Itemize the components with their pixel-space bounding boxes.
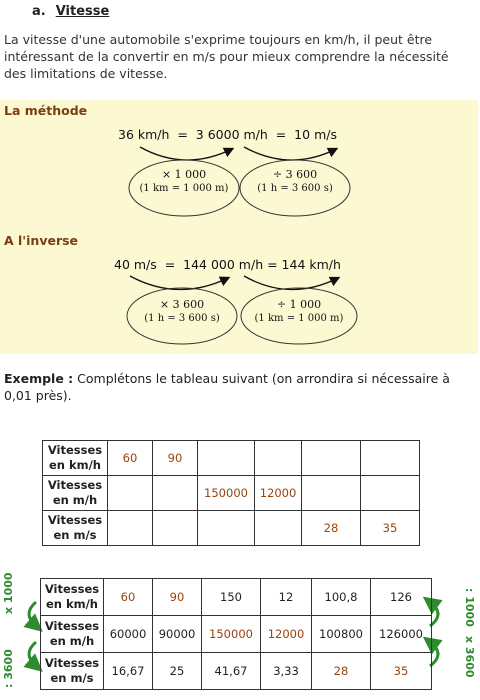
arrow-icon: [244, 276, 338, 290]
table-cell: 35: [371, 653, 432, 690]
left-top-label: x 1000: [2, 572, 15, 614]
table-cell: 60: [108, 441, 153, 476]
table-cell: 90: [153, 441, 198, 476]
exercise-table: [42, 440, 420, 546]
row-header-line: en km/h: [48, 458, 101, 472]
solution-table: [40, 578, 432, 690]
table-cell: [108, 511, 153, 546]
method-formula: 36 km/h = 3 6000 m/h = 10 m/s: [118, 127, 337, 142]
table-cell: 150000: [202, 616, 261, 653]
left-down-arrow-icon: [29, 642, 36, 666]
table-cell: 100800: [312, 616, 371, 653]
step-operation: × 1 000: [161, 168, 207, 181]
row-header-line: Vitesses: [44, 656, 100, 670]
step-operation: ÷ 3 600: [272, 168, 318, 181]
row-header-line: en km/h: [45, 597, 98, 611]
arrow-icon: [140, 147, 232, 160]
method-step1: [129, 168, 239, 194]
step-operation: × 3 600: [159, 298, 205, 311]
row-header: [43, 476, 108, 511]
section-title: Vitesse: [55, 4, 110, 19]
table-cell: [255, 511, 302, 546]
table-cell: 126: [371, 579, 432, 616]
table-cell: 60: [104, 579, 153, 616]
table-cell: 12000: [255, 476, 302, 511]
right-bottom-label: x 3600: [463, 636, 476, 678]
table-cell: 150: [202, 579, 261, 616]
table-cell: [361, 441, 420, 476]
row-header-line: en m/h: [49, 634, 95, 648]
table-cell: [255, 441, 302, 476]
table-cell: 126000: [371, 616, 432, 653]
inverse-formula: 40 m/s = 144 000 m/h = 144 km/h: [114, 257, 341, 272]
table-row: [41, 579, 432, 616]
table-cell: 60000: [104, 616, 153, 653]
intro-paragraph: La vitesse d'une automobile s'exprime toujours en km/h, il peut être intéressant de la convertir en m/s pour mieux comprendre la nécessité des limitations de vitesse.: [4, 32, 449, 81]
row-header-line: Vitesses: [44, 619, 100, 633]
step-note: (1 h = 3 600 s): [257, 183, 333, 194]
table-cell: 28: [302, 511, 361, 546]
row-header-line: en m/s: [50, 671, 94, 685]
arrow-icon: [244, 147, 336, 160]
example-label: Exemple :: [4, 371, 74, 386]
table-cell: [108, 476, 153, 511]
table-row: [43, 511, 420, 546]
row-header: [41, 579, 104, 616]
table-cell: 12: [261, 579, 312, 616]
inverse-step2: [241, 298, 357, 324]
table-cell: 16,67: [104, 653, 153, 690]
table-cell: [302, 441, 361, 476]
left-down-arrow-icon: [29, 602, 36, 626]
row-header-line: Vitesses: [47, 478, 103, 492]
method-heading: La méthode: [4, 103, 88, 118]
example-paragraph: [4, 370, 474, 404]
table-cell: [153, 476, 198, 511]
table-row: [43, 476, 420, 511]
row-header: [43, 511, 108, 546]
section-letter: a.: [32, 4, 46, 19]
inverse-heading: A l'inverse: [4, 233, 79, 248]
table-row: [43, 441, 420, 476]
row-header-line: en m/s: [53, 528, 97, 542]
step-note: (1 h = 3 600 s): [144, 313, 220, 324]
row-header: [41, 653, 104, 690]
step-operation: ÷ 1 000: [276, 298, 322, 311]
step-note: (1 km = 1 000 m): [139, 183, 229, 194]
right-top-label: : 1000: [463, 588, 476, 627]
table-cell: 35: [361, 511, 420, 546]
example-text: Complétons le tableau suivant (on arrondira si nécessaire à 0,01 près).: [4, 371, 450, 403]
table-cell: [198, 511, 255, 546]
row-header-line: Vitesses: [47, 513, 103, 527]
row-header-line: Vitesses: [44, 582, 100, 596]
table-cell: 12000: [261, 616, 312, 653]
row-header: [43, 441, 108, 476]
table-cell: [198, 441, 255, 476]
table-cell: [153, 511, 198, 546]
method-step2: [240, 168, 350, 194]
left-bottom-label: : 3600: [2, 649, 15, 688]
table-cell: 150000: [198, 476, 255, 511]
table-cell: 90000: [153, 616, 202, 653]
table-cell: [361, 476, 420, 511]
table-cell: 25: [153, 653, 202, 690]
table-row: [41, 616, 432, 653]
table-cell: 28: [312, 653, 371, 690]
step-note: (1 km = 1 000 m): [254, 313, 344, 324]
table-cell: 41,67: [202, 653, 261, 690]
table-cell: 90: [153, 579, 202, 616]
arrow-icon: [130, 276, 228, 290]
table-cell: [302, 476, 361, 511]
table-cell: 3,33: [261, 653, 312, 690]
table-row: [41, 653, 432, 690]
table-cell: 100,8: [312, 579, 371, 616]
row-header-line: Vitesses: [47, 443, 103, 457]
row-header: [41, 616, 104, 653]
row-header-line: en m/h: [52, 493, 98, 507]
inverse-step1: [127, 298, 237, 324]
